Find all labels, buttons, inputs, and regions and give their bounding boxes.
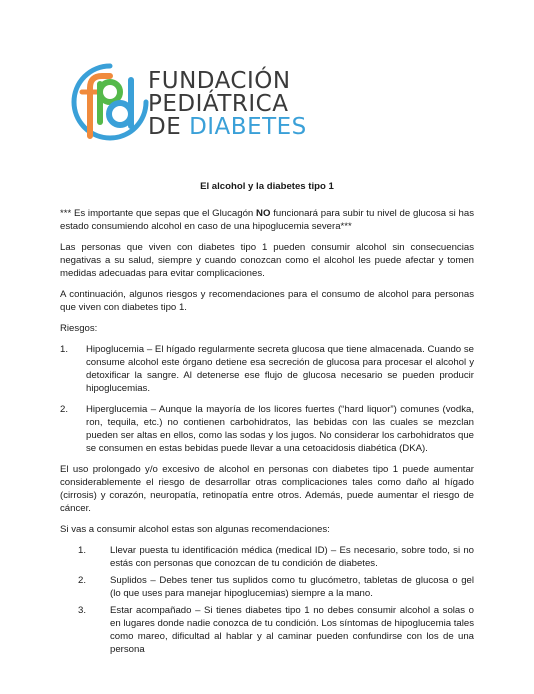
warning-paragraph [60, 207, 474, 233]
warning-text-1: *** Es importante que sepas que el Glucagón [60, 208, 257, 219]
logo-line-3-prefix: DE [148, 114, 190, 140]
continuation-paragraph: A continuación, algunos riesgos y recomendaciones para el consumo de alcohol para personas que viven con diabetes tipo 1. [60, 289, 474, 313]
list-item [60, 544, 474, 570]
risk-item [60, 343, 474, 395]
logo-line-3 [148, 116, 307, 139]
risks-heading: Riesgos: [60, 323, 98, 334]
document-body [60, 180, 474, 660]
risk-number: 1. [60, 344, 69, 355]
risk-text: Hipoglucemia – El hígado regularmente secreta glucosa que tiene almacenada. Cuando se consume alcohol este órgano detiene esa secreción de glucosa para procesar el alcohol y detoxificar la sangre. Al detenerse ese flujo de glucosa necesario se pueden producir hipoglucemias. [86, 344, 474, 394]
fpd-monogram-icon [70, 58, 150, 148]
list-item [60, 604, 474, 656]
document-title: El alcohol y la diabetes tipo 1 [200, 181, 334, 192]
logo-line-3-accent: DIABETES [189, 114, 307, 140]
list-number: 3. [78, 605, 87, 616]
risk-number: 2. [60, 404, 69, 415]
list-text: Suplidos – Debes tener tus suplidos como tu glucómetro, tabletas de glucosa o gel (lo que uses para manejar hipoglucemias) siempre a la mano. [110, 575, 474, 599]
warning-text-2: funcionará para subir tu nivel de glucosa si has estado consumiendo alcohol en caso de una hipoglucemia severa*** [60, 208, 475, 232]
intro-paragraph: Las personas que viven con diabetes tipo 1 pueden consumir alcohol sin consecuencias negativas a su salud, siempre y cuando conozcan como el alcohol les puede afectar y tomen medidas adecuadas para evitar complicaciones. [60, 242, 474, 279]
risk-text: Hiperglucemia – Aunque la mayoría de los licores fuertes (“hard liquor”) comunes (vodka, ron, tequila, etc.) no contienen carbohidratos, las bebidas con las cuales se mezclan pueden ser altas en ellos, como las sodas y los jugos. No considerar los carbohidratos que se consumen en estas bebidas puede llevar a una cetoacidosis diabética (DKA). [86, 404, 474, 454]
list-text: Llevar puesta tu identificación médica (medical ID) – Es necesario, sobre todo, si no estás con personas que conozcan de tu condición de diabetes. [110, 545, 474, 569]
warning-emphasis: NO [256, 208, 271, 219]
list-item [60, 574, 474, 600]
recommendations-heading: Si vas a consumir alcohol estas son algunas recomendaciones: [60, 524, 330, 535]
list-number: 1. [78, 545, 87, 556]
list-text: Estar acompañado – Si tienes diabetes tipo 1 no debes consumir alcohol a solas o en lugares donde nadie conozca de tu condición. Los síntomas de hipoglucemia tales como mareo, dificultad al hablar y al caminar pueden confundirse con los de una persona [110, 605, 474, 655]
risk-item [60, 403, 474, 455]
prolonged-use-paragraph: El uso prolongado y/o excesivo de alcohol en personas con diabetes tipo 1 puede aumentar considerablemente el riesgo de desarrollar otras complicaciones tales como daño al hígado (cirrosis) y corazón, neuropatía, retinopatía entre otros. Además, puede aumentar el riesgo de cáncer. [60, 464, 474, 514]
logo-line-1: FUNDACIÓN [148, 68, 291, 94]
recommendations-list [60, 544, 474, 656]
list-number: 2. [78, 575, 87, 586]
logo-wordmark [148, 70, 307, 139]
logo-line-2: PEDIÁTRICA [148, 91, 289, 117]
